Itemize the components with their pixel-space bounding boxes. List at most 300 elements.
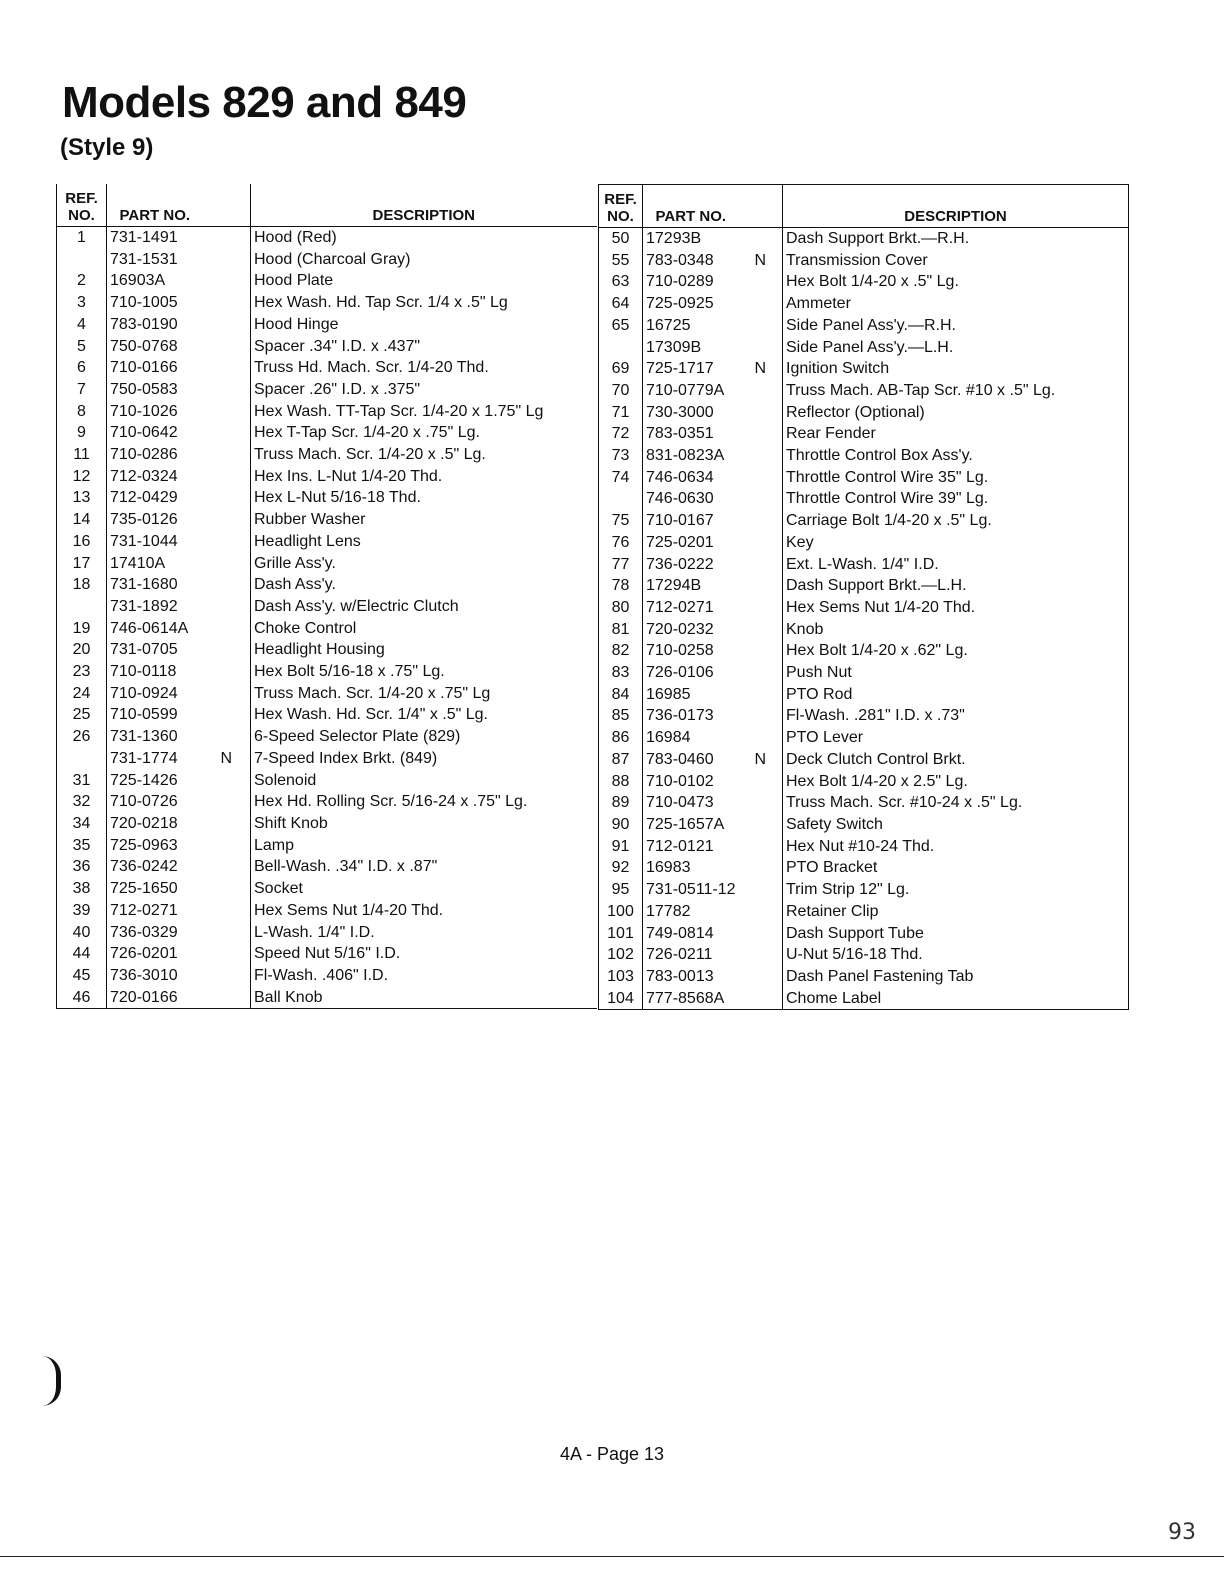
parts-table-right (598, 184, 1129, 1010)
part-no-cell: 710-0779A (646, 381, 725, 399)
ref-no-cell: 83 (599, 662, 643, 684)
note-cell (203, 336, 251, 358)
note-cell (203, 227, 251, 249)
description-cell: Push Nut (783, 662, 1129, 684)
part-no-cell: 746-0630 (646, 490, 714, 508)
ref-no-cell: 45 (57, 965, 107, 987)
description-cell: Hex Nut #10-24 Thd. (783, 836, 1129, 858)
description-cell: Retainer Clip (783, 901, 1129, 923)
description-cell: Throttle Control Box Ass'y. (783, 445, 1129, 467)
ref-no-cell: 20 (57, 639, 107, 661)
part-no-cell: 725-0963 (110, 836, 178, 854)
note-cell (739, 445, 783, 467)
description-cell: Truss Mach. Scr. 1/4-20 x .5" Lg. (254, 446, 486, 464)
page-footer: 4A - Page 13 (559, 1444, 665, 1464)
description-cell: Ext. L-Wash. 1/4" I.D. (783, 554, 1129, 576)
description-cell: Dash Ass'y. (254, 576, 336, 594)
description-cell: Hex Bolt 1/4-20 x .5" Lg. (783, 271, 1129, 293)
note-cell (203, 618, 251, 640)
table-row (599, 423, 1129, 445)
ref-no-cell: 1 (57, 227, 107, 249)
part-no-cell: 710-1026 (110, 402, 178, 420)
ref-no-cell: 101 (599, 923, 643, 945)
description-cell: Dash Panel Fastening Tab (783, 966, 1129, 988)
description-cell: Hex Bolt 1/4-20 x 2.5" Lg. (783, 771, 1129, 793)
note-cell (739, 293, 783, 315)
description-cell: Hex Bolt 1/4-20 x .62" Lg. (783, 640, 1129, 662)
header-part-no: PART NO. (119, 207, 191, 224)
part-no-cell: 710-0167 (646, 512, 714, 530)
description-cell: Side Panel Ass'y.—L.H. (783, 337, 1129, 359)
ref-no-cell: 32 (57, 791, 107, 813)
description-cell: Dash Support Brkt.—L.H. (783, 575, 1129, 597)
part-no-cell: 710-0642 (110, 424, 178, 442)
part-no-cell: 725-1717 (646, 360, 714, 378)
note-cell (739, 966, 783, 988)
note-cell (739, 988, 783, 1010)
table-row (599, 727, 1129, 749)
note-cell (203, 314, 251, 336)
note-cell (203, 444, 251, 466)
ref-no-cell: 72 (599, 423, 643, 445)
ref-no-cell: 12 (57, 466, 107, 488)
ref-no-cell: 40 (57, 922, 107, 944)
part-no-cell: 725-1657A (646, 815, 725, 833)
table-row (599, 597, 1129, 619)
part-no-cell: 16983 (646, 859, 691, 877)
part-no-cell: 731-1360 (110, 728, 178, 746)
note-cell (739, 640, 783, 662)
part-no-cell: 16984 (646, 729, 691, 747)
table-row (599, 228, 1129, 250)
note-cell (203, 878, 251, 900)
ref-no-cell: 81 (599, 619, 643, 641)
table-row (599, 554, 1129, 576)
description-cell: Chome Label (783, 988, 1129, 1010)
part-no-cell: 16725 (646, 316, 691, 334)
description-cell: Rubber Washer (254, 511, 366, 529)
table-row (599, 814, 1129, 836)
note-cell (739, 836, 783, 858)
part-no-cell: 710-0166 (110, 359, 178, 377)
description-cell: Rear Fender (783, 423, 1129, 445)
table-row (599, 749, 1129, 771)
description-cell: Hex Wash. TT-Tap Scr. 1/4-20 x 1.75" Lg (254, 402, 544, 420)
note-cell (739, 315, 783, 337)
note-cell (203, 856, 251, 878)
table-row (57, 639, 597, 661)
description-cell: Shift Knob (254, 814, 328, 832)
part-no-cell: 783-0348 (646, 251, 714, 269)
table-row (57, 401, 597, 423)
ref-no-cell: 44 (57, 943, 107, 965)
description-cell: Headlight Housing (254, 641, 385, 659)
description-cell: U-Nut 5/16-18 Thd. (783, 944, 1129, 966)
description-cell: Ball Knob (254, 988, 323, 1006)
ref-no-cell: 75 (599, 510, 643, 532)
ref-no-cell (599, 337, 643, 359)
description-cell: Knob (783, 619, 1129, 641)
table-row (599, 705, 1129, 727)
part-no-cell: 735-0126 (110, 511, 178, 529)
table-row (57, 444, 597, 466)
note-cell (203, 987, 251, 1009)
part-no-cell: 725-0925 (646, 295, 714, 313)
note-cell (739, 575, 783, 597)
part-no-cell: 736-0329 (110, 923, 178, 941)
note-cell (203, 270, 251, 292)
part-no-cell: 17782 (646, 902, 691, 920)
note-cell (203, 422, 251, 444)
header-note (203, 184, 251, 227)
ref-no-cell: 50 (599, 228, 643, 250)
part-no-cell: 731-0705 (110, 641, 178, 659)
part-no-cell: 710-0102 (646, 772, 714, 790)
description-cell: Hex L-Nut 5/16-18 Thd. (254, 489, 421, 507)
table-row (57, 683, 597, 705)
ref-no-cell: 55 (599, 250, 643, 272)
ref-no-cell: 3 (57, 292, 107, 314)
table-row (599, 315, 1129, 337)
ref-no-cell: 36 (57, 856, 107, 878)
corner-page-mark: 93 (1168, 1520, 1196, 1545)
note-cell (203, 661, 251, 683)
description-cell: Hood Hinge (254, 315, 339, 333)
table-row (57, 466, 597, 488)
part-no-cell: 712-0324 (110, 467, 178, 485)
part-no-cell: 17309B (646, 338, 702, 356)
note-cell (739, 705, 783, 727)
part-no-cell: 750-0768 (110, 337, 178, 355)
ref-no-cell: 89 (599, 792, 643, 814)
table-row (57, 422, 597, 444)
ref-no-cell: 87 (599, 749, 643, 771)
part-no-cell: 710-0118 (110, 663, 177, 681)
note-cell (203, 704, 251, 726)
description-cell: Throttle Control Wire 39" Lg. (783, 488, 1129, 510)
note-cell (203, 900, 251, 922)
table-row (599, 467, 1129, 489)
part-no-cell: 710-0286 (110, 446, 178, 464)
note-cell (739, 380, 783, 402)
table-row (57, 596, 597, 618)
description-cell: Hex T-Tap Scr. 1/4-20 x .75" Lg. (254, 424, 480, 442)
description-cell: Hex Wash. Hd. Scr. 1/4" x .5" Lg. (254, 706, 488, 724)
note-cell (739, 944, 783, 966)
table-row (57, 770, 597, 792)
table-row (57, 943, 597, 965)
note-cell (739, 423, 783, 445)
table-row (57, 314, 597, 336)
part-no-cell: 725-1650 (110, 880, 178, 898)
note-cell (739, 879, 783, 901)
ref-no-cell: 103 (599, 966, 643, 988)
ref-no-cell (599, 488, 643, 510)
note-cell (203, 357, 251, 379)
part-no-cell: 783-0013 (646, 967, 714, 985)
table-row (599, 923, 1129, 945)
table-row (599, 966, 1129, 988)
ref-no-cell: 69 (599, 358, 643, 380)
ref-no-cell: 85 (599, 705, 643, 727)
description-cell: Truss Mach. AB-Tap Scr. #10 x .5" Lg. (783, 380, 1129, 402)
table-row (57, 856, 597, 878)
table-row (599, 380, 1129, 402)
part-no-cell: 783-0190 (110, 315, 178, 333)
description-cell: Hex Hd. Rolling Scr. 5/16-24 x .75" Lg. (254, 793, 528, 811)
note-cell (203, 509, 251, 531)
description-cell: Speed Nut 5/16" I.D. (254, 945, 401, 963)
table-row (57, 791, 597, 813)
description-cell: Bell-Wash. .34" I.D. x .87" (254, 858, 438, 876)
description-cell: Lamp (254, 836, 295, 854)
table-row (57, 531, 597, 553)
part-no-cell: 725-0201 (646, 533, 714, 551)
description-cell: Trim Strip 12" Lg. (783, 879, 1129, 901)
part-no-cell: 710-0473 (646, 794, 714, 812)
description-cell: Deck Clutch Control Brkt. (783, 749, 1129, 771)
part-no-cell: 725-1426 (110, 771, 178, 789)
table-row (57, 336, 597, 358)
table-header-row (57, 184, 597, 227)
page-subtitle: (Style 9) (60, 134, 154, 161)
part-no-cell: 731-0511-12 (646, 881, 736, 899)
part-no-cell: 17293B (646, 230, 702, 247)
header-ref-no: REF. NO. (599, 185, 643, 228)
ref-no-cell: 13 (57, 487, 107, 509)
table-row (57, 726, 597, 748)
table-row (57, 357, 597, 379)
part-no-cell: 16903A (110, 272, 166, 290)
ref-no-cell: 65 (599, 315, 643, 337)
note-cell (203, 574, 251, 596)
description-cell: Dash Support Brkt.—R.H. (783, 228, 1129, 250)
parts-table-right-body (599, 228, 1129, 1010)
ref-no-cell: 78 (599, 575, 643, 597)
description-cell: Dash Support Tube (783, 923, 1129, 945)
note-cell (203, 965, 251, 987)
table-row (599, 662, 1129, 684)
ref-no-cell: 104 (599, 988, 643, 1010)
note-cell (203, 835, 251, 857)
parts-table-left-body (57, 227, 597, 1009)
ref-no-cell: 64 (599, 293, 643, 315)
table-row (57, 487, 597, 509)
part-no-cell: 736-0222 (646, 555, 714, 573)
description-cell: Solenoid (254, 771, 317, 789)
note-cell (203, 770, 251, 792)
ref-no-cell: 11 (57, 444, 107, 466)
description-cell: Hex Ins. L-Nut 1/4-20 Thd. (254, 467, 443, 485)
table-row (599, 640, 1129, 662)
ref-no-cell: 18 (57, 574, 107, 596)
part-no-cell: 712-0121 (646, 837, 714, 855)
ref-no-cell: 6 (57, 357, 107, 379)
description-cell: Grille Ass'y. (254, 554, 336, 572)
ref-no-cell: 31 (57, 770, 107, 792)
description-cell: Fl-Wash. .281" I.D. x .73" (783, 705, 1129, 727)
description-cell: PTO Bracket (783, 857, 1129, 879)
part-no-cell: 710-0258 (646, 642, 714, 660)
ref-no-cell: 88 (599, 771, 643, 793)
ref-no-cell: 16 (57, 531, 107, 553)
note-cell: N (739, 250, 783, 272)
part-no-cell: 726-0211 (646, 946, 713, 964)
part-no-cell: 712-0271 (110, 901, 178, 919)
description-cell: PTO Rod (783, 684, 1129, 706)
note-cell (739, 662, 783, 684)
ref-no-cell: 70 (599, 380, 643, 402)
margin-brace-mark (42, 1356, 61, 1406)
description-cell: Dash Ass'y. w/Electric Clutch (254, 597, 459, 615)
description-cell: Hex Wash. Hd. Tap Scr. 1/4 x .5" Lg (254, 294, 508, 312)
ref-no-cell: 8 (57, 401, 107, 423)
bottom-rule (0, 1556, 1224, 1557)
table-row (57, 270, 597, 292)
ref-no-cell: 17 (57, 553, 107, 575)
description-cell: Safety Switch (783, 814, 1129, 836)
description-cell: Hex Sems Nut 1/4-20 Thd. (254, 901, 444, 919)
note-cell (203, 791, 251, 813)
ref-no-cell: 46 (57, 987, 107, 1009)
table-row (599, 619, 1129, 641)
table-row (599, 771, 1129, 793)
ref-no-cell: 80 (599, 597, 643, 619)
note-cell (739, 923, 783, 945)
part-no-cell: 736-3010 (110, 966, 178, 984)
ref-no-cell: 95 (599, 879, 643, 901)
ref-no-cell (57, 596, 107, 618)
part-no-cell: 16985 (646, 685, 691, 703)
description-cell: Choke Control (254, 619, 357, 637)
note-cell (203, 943, 251, 965)
part-no-cell: 783-0351 (646, 425, 714, 443)
note-cell (203, 683, 251, 705)
note-cell (739, 597, 783, 619)
table-row (599, 792, 1129, 814)
table-row (599, 988, 1129, 1010)
table-row (599, 684, 1129, 706)
ref-no-cell: 2 (57, 270, 107, 292)
table-row (599, 488, 1129, 510)
parts-table-left (56, 184, 597, 1009)
part-no-cell: 749-0814 (646, 924, 714, 942)
description-cell: Hood Plate (254, 272, 334, 290)
table-row (599, 510, 1129, 532)
part-no-cell: 710-1005 (110, 294, 178, 312)
note-cell (203, 249, 251, 271)
ref-no-cell: 4 (57, 314, 107, 336)
note-cell (203, 596, 251, 618)
part-no-cell: 720-0166 (110, 988, 178, 1006)
ref-no-cell (57, 249, 107, 271)
ref-no-cell: 38 (57, 878, 107, 900)
part-no-cell: 731-1680 (110, 576, 178, 594)
table-row (599, 901, 1129, 923)
table-row (57, 553, 597, 575)
part-no-cell: 712-0429 (110, 489, 178, 507)
description-cell: Truss Hd. Mach. Scr. 1/4-20 Thd. (254, 359, 489, 377)
part-no-cell: 710-0924 (110, 684, 178, 702)
note-cell (203, 726, 251, 748)
table-row (599, 532, 1129, 554)
ref-no-cell: 39 (57, 900, 107, 922)
description-cell: Hex Sems Nut 1/4-20 Thd. (783, 597, 1129, 619)
part-no-cell: 726-0201 (110, 945, 178, 963)
note-cell: N (739, 749, 783, 771)
ref-no-cell: 26 (57, 726, 107, 748)
note-cell (739, 510, 783, 532)
part-no-cell: 750-0583 (110, 380, 178, 398)
ref-no-cell: 100 (599, 901, 643, 923)
table-row (57, 704, 597, 726)
note-cell (739, 228, 783, 250)
ref-no-cell: 84 (599, 684, 643, 706)
header-part-no: PART NO. (655, 208, 727, 225)
table-row (599, 271, 1129, 293)
part-no-cell: 730-3000 (646, 403, 714, 421)
note-cell (739, 814, 783, 836)
ref-no-cell: 92 (599, 857, 643, 879)
part-no-cell: 746-0634 (646, 468, 714, 486)
description-cell: Key (783, 532, 1129, 554)
table-row (57, 618, 597, 640)
ref-no-cell: 102 (599, 944, 643, 966)
table-row (57, 900, 597, 922)
description-cell: 7-Speed Index Brkt. (849) (254, 749, 438, 767)
table-row (57, 965, 597, 987)
part-no-cell: 712-0271 (646, 598, 714, 616)
part-no-cell: 731-1774 (110, 749, 178, 767)
table-row (57, 748, 597, 770)
part-no-cell: 777-8568A (646, 989, 725, 1007)
table-row (57, 292, 597, 314)
ref-no-cell: 14 (57, 509, 107, 531)
ref-no-cell: 19 (57, 618, 107, 640)
header-ref-no: REF. NO. (57, 184, 107, 227)
page-title: Models 829 and 849 (62, 78, 467, 127)
part-no-cell: 736-0242 (110, 858, 178, 876)
ref-no-cell: 5 (57, 336, 107, 358)
ref-no-cell: 74 (599, 467, 643, 489)
note-cell (203, 466, 251, 488)
part-no-cell: 736-0173 (646, 707, 714, 725)
note-cell (203, 379, 251, 401)
ref-no-cell (57, 748, 107, 770)
table-row (599, 575, 1129, 597)
note-cell (739, 771, 783, 793)
part-no-cell: 746-0614A (110, 619, 189, 637)
table-row (599, 944, 1129, 966)
note-cell (739, 488, 783, 510)
description-cell: Fl-Wash. .406" I.D. (254, 966, 389, 984)
description-cell: Spacer .26" I.D. x .375" (254, 380, 421, 398)
part-no-cell: 731-1491 (110, 229, 178, 246)
part-no-cell: 17410A (110, 554, 166, 572)
table-row (57, 379, 597, 401)
part-no-cell: 831-0823A (646, 447, 725, 465)
note-cell (739, 337, 783, 359)
table-row (57, 878, 597, 900)
note-cell (203, 639, 251, 661)
description-cell: Truss Mach. Scr. 1/4-20 x .75" Lg (254, 684, 491, 702)
description-cell: Hood (Charcoal Gray) (254, 250, 411, 268)
ref-no-cell: 63 (599, 271, 643, 293)
description-cell: Transmission Cover (783, 250, 1129, 272)
ref-no-cell: 25 (57, 704, 107, 726)
table-row (57, 835, 597, 857)
ref-no-cell: 71 (599, 402, 643, 424)
